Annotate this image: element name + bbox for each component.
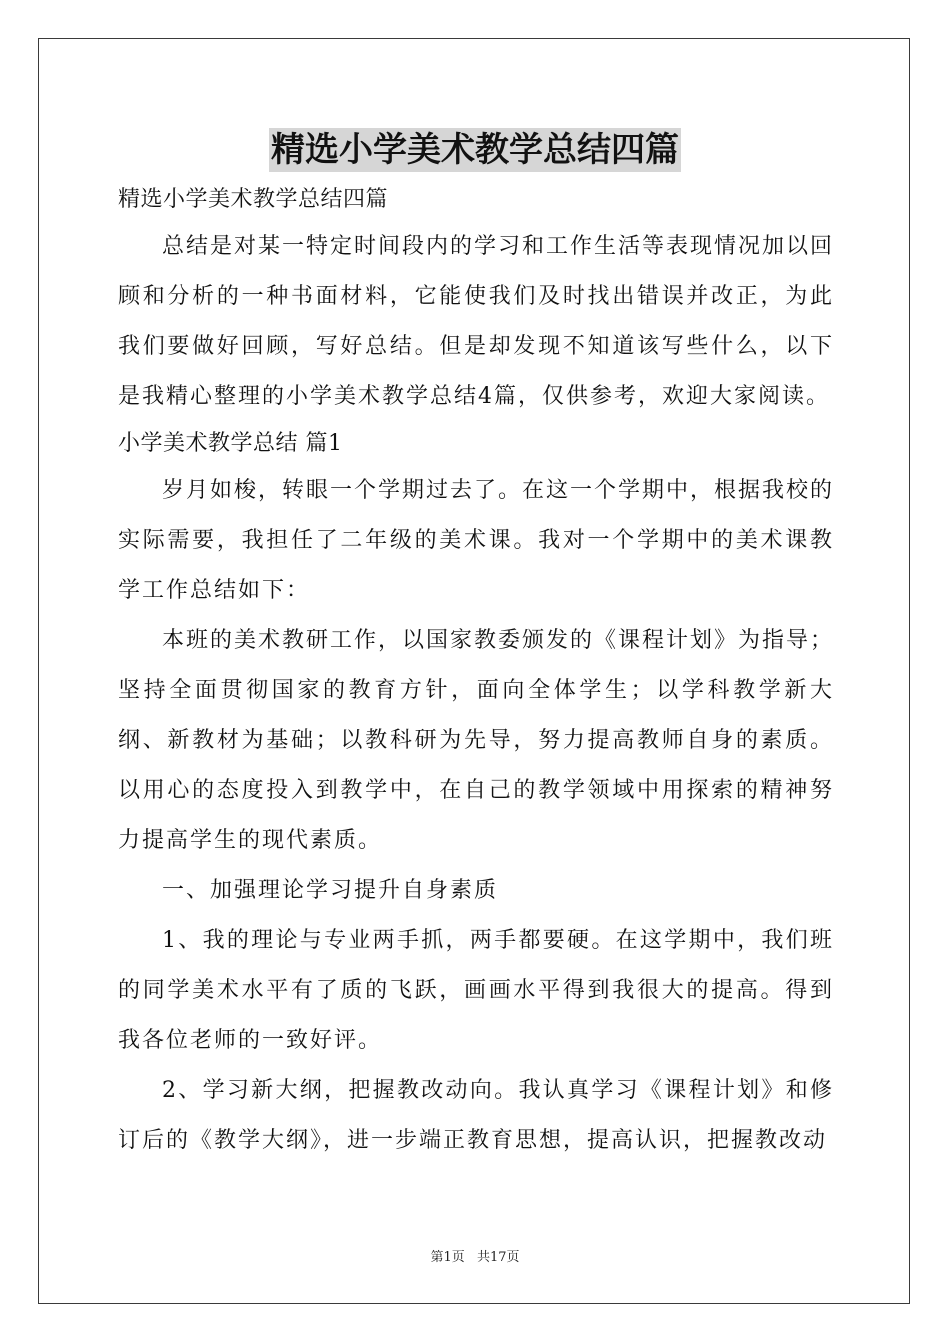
paragraph: 2、学习新大纲，把握教改动向。我认真学习《课程计划》和修订后的《教学大纲》，进一步端正教育思想，提高认识，把握教改动 — [118, 1078, 834, 1153]
document-subtitle: 精选小学美术教学总结四篇 — [118, 187, 389, 212]
page-total: 共17页 — [476, 1250, 520, 1265]
title-container — [0, 128, 950, 172]
document-title: 精选小学美术教学总结四篇 — [271, 130, 679, 170]
section-heading: 小学美术教学总结 篇1 — [118, 431, 343, 456]
sub-heading: 一、加强理论学习提升自身素质 — [162, 878, 499, 903]
paragraph: 本班的美术教研工作，以国家教委颁发的《课程计划》为指导；坚持全面贯彻国家的教育方针，面向全体学生；以学科教学新大纲、新教材为基础；以教科研为先导，努力提高教师自身的素质。以用心的态度投入到教学中，在自己的教学领域中用探索的精神努力提高学生的现代素质。 — [118, 628, 835, 853]
paragraph: 1、我的理论与专业两手抓，两手都要硬。在这学期中，我们班的同学美术水平有了质的飞跃，画画水平得到我很大的提高。得到我各位老师的一致好评。 — [118, 928, 834, 1053]
intro-paragraph: 总结是对某一特定时间段内的学习和工作生活等表现情况加以回顾和分析的一种书面材料，它能使我们及时找出错误并改正，为此我们要做好回顾，写好总结。但是却发现不知道该写些什么，以下是我精心整理的小学美术教学总结4篇，仅供参考，欢迎大家阅读。 — [118, 234, 835, 409]
page-number: 第1页 — [430, 1250, 465, 1265]
paragraph: 岁月如梭，转眼一个学期过去了。在这一个学期中，根据我校的实际需要，我担任了二年级的美术课。我对一个学期中的美术课教学工作总结如下： — [118, 478, 835, 603]
document-body — [118, 178, 834, 1166]
page-footer — [0, 1246, 950, 1265]
